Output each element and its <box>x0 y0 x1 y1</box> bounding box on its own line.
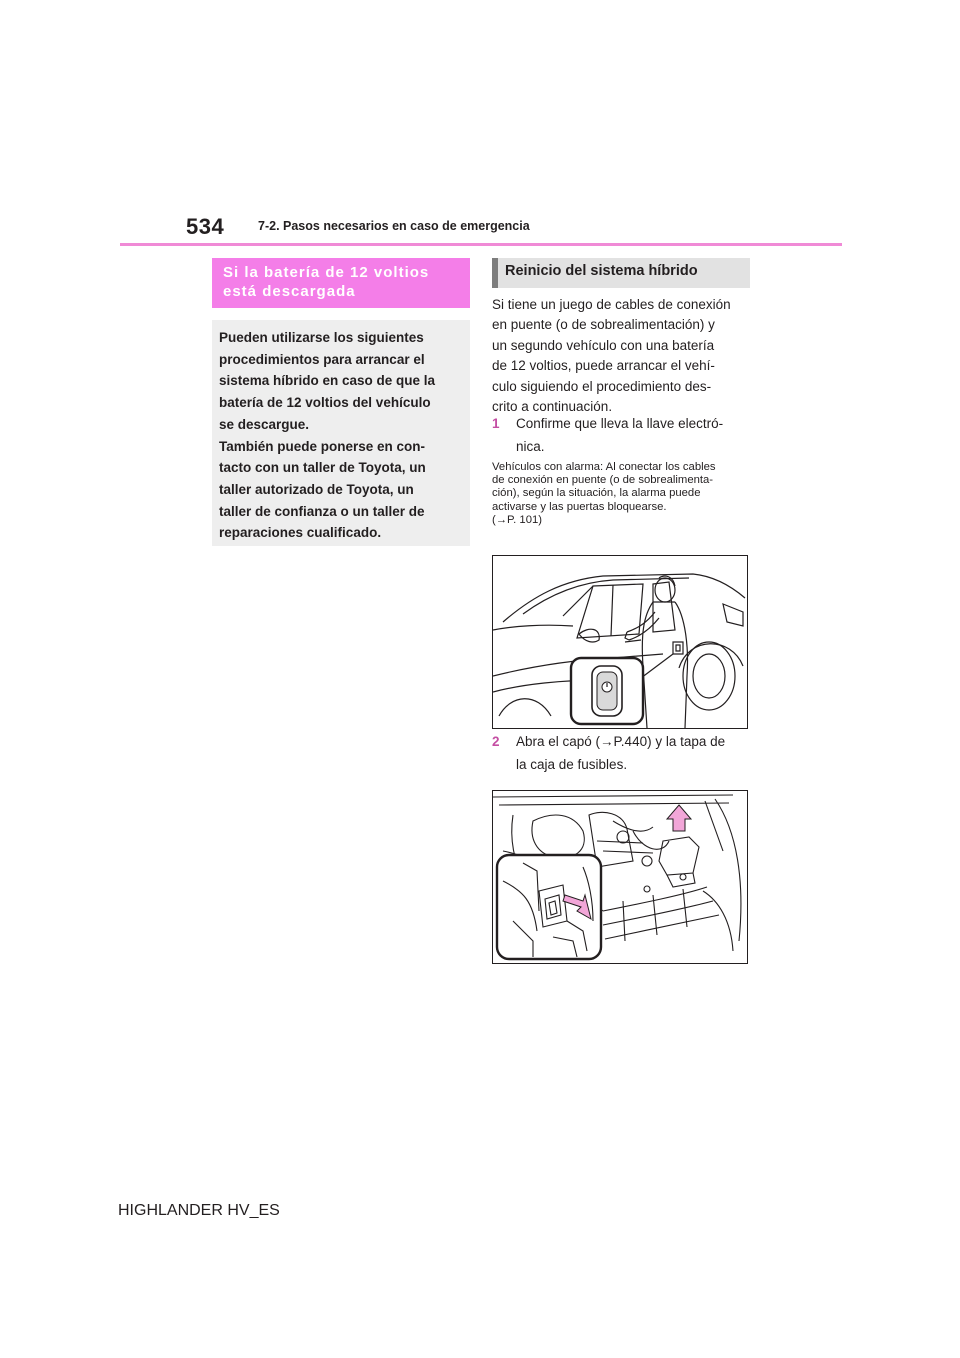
alarm-note <box>492 461 754 527</box>
engine-compartment-illustration <box>493 791 747 963</box>
note-line: ción), según la situación, la alarma puede <box>492 487 701 500</box>
figure-engine-compartment <box>492 790 748 964</box>
paragraph-line: culo siguiendo el procedimiento des- <box>492 378 712 394</box>
page-number: 534 <box>186 214 225 239</box>
intro-line: reparaciones cualificado. <box>219 525 382 541</box>
step-text-line: Abra el capó (→P.440) y la tapa de <box>516 734 726 749</box>
intro-line: procedimientos para arrancar el <box>219 351 425 367</box>
step-number: 1 <box>492 416 500 431</box>
intro-line: taller autorizado de Toyota, un <box>219 481 414 497</box>
section-title-box <box>212 258 470 308</box>
paragraph-line: crito a continuación. <box>492 399 613 415</box>
header-rule <box>120 243 842 246</box>
intro-line: taller de confianza o un taller de <box>219 503 425 519</box>
footer-model: HIGHLANDER HV_ES <box>118 1202 280 1219</box>
note-line: (→P. 101) <box>492 513 543 526</box>
section-heading: 7-2. Pasos necesarios en caso de emergencia <box>258 219 530 233</box>
note-line: de conexión en puente (o de sobrealimenta- <box>492 474 714 487</box>
step-text-line: nica. <box>516 439 545 454</box>
intro-line: Pueden utilizarse los siguientes <box>219 330 424 345</box>
section-title-line-2: está descargada <box>223 283 356 300</box>
note-line: activarse y las puertas bloquearse. <box>492 500 667 513</box>
intro-line: batería de 12 voltios del vehículo <box>219 395 431 411</box>
car-and-person-illustration <box>493 556 747 728</box>
step-1 <box>492 412 754 458</box>
paragraph-line: un segundo vehículo con una batería <box>492 337 715 353</box>
intro-line: tacto con un taller de Toyota, un <box>219 460 426 476</box>
paragraph-line: de 12 voltios, puede arrancar el vehí- <box>492 358 715 374</box>
intro-line: También puede ponerse en con- <box>219 438 426 454</box>
electronic-key-icon <box>592 666 622 716</box>
intro-line: se descargue. <box>219 416 310 432</box>
subsection-heading: Reinicio del sistema híbrido <box>492 258 750 288</box>
paragraph-line: en puente (o de sobrealimentación) y <box>492 317 715 333</box>
note-line: Vehículos con alarma: Al conectar los cables <box>492 461 716 473</box>
paragraph-line: Si tiene un juego de cables de conexión <box>492 297 731 312</box>
step-text-line: la caja de fusibles. <box>516 757 628 772</box>
up-arrow-icon <box>667 805 691 831</box>
step-text-line: Confirme que lleva la llave electró- <box>516 416 724 431</box>
step-2 <box>492 730 754 776</box>
figure-person-with-key <box>492 555 748 729</box>
section-title-line-1: Si la batería de 12 voltios <box>223 264 430 281</box>
intro-line: sistema híbrido en caso de que la <box>219 373 436 389</box>
body-paragraph <box>492 295 754 417</box>
intro-box <box>212 320 470 546</box>
step-number: 2 <box>492 734 500 749</box>
